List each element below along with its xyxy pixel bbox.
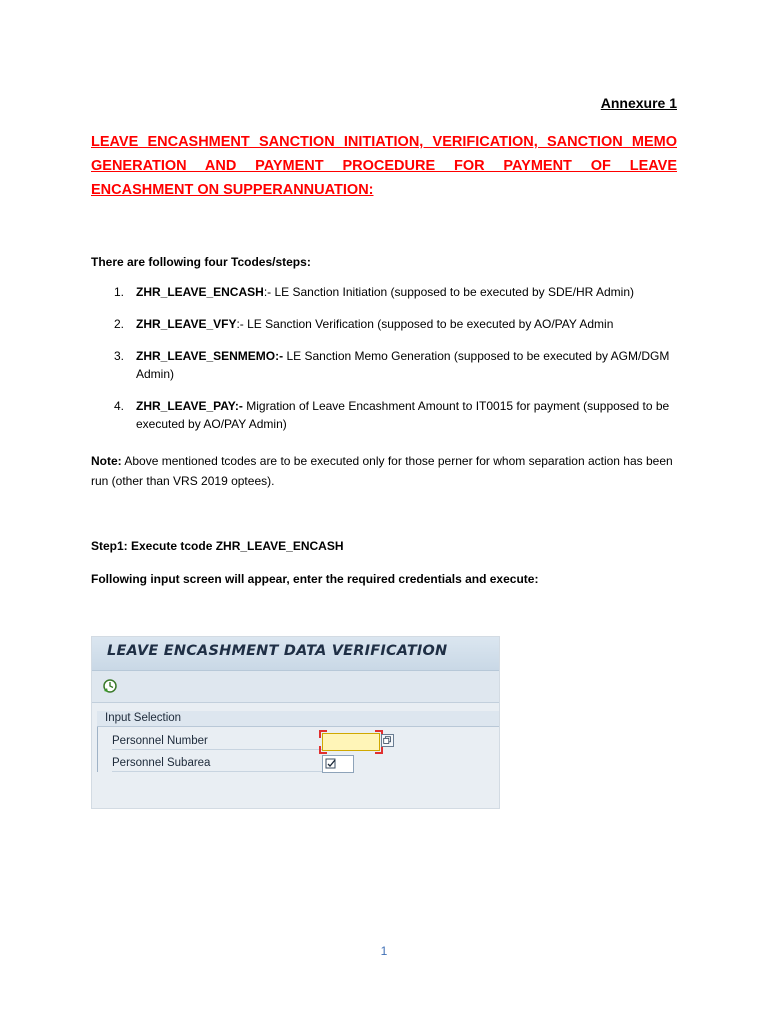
list-number: 2. (114, 317, 125, 331)
tcode-name: ZHR_LEAVE_VFY (136, 317, 237, 331)
list-item (91, 397, 681, 433)
step1-heading: Step1: Execute tcode ZHR_LEAVE_ENCASH (91, 539, 344, 553)
step-description: Migration of Leave Encashment Amount to IT0015 for payment (supposed to be executed by AO/PAY Admin) (136, 399, 670, 431)
title-line: ENCASHMENT ON SUPPERANNUATION: (91, 182, 374, 198)
list-number: 1. (114, 285, 125, 299)
checkbox-checked-icon (325, 758, 337, 770)
intro-text: There are following four Tcodes/steps: (91, 255, 311, 269)
list-number: 4. (114, 399, 125, 413)
tcode-steps-list (91, 283, 681, 447)
list-item (91, 347, 681, 383)
title-line: LEAVE ENCASHMENT SANCTION INITIATION, VERIFICATION, SANCTION MEMO (91, 134, 677, 150)
personnel-subarea-input[interactable] (322, 755, 354, 773)
list-number: 3. (114, 349, 125, 363)
title-line: GENERATION AND PAYMENT PROCEDURE FOR PAYMENT OF LEAVE (91, 158, 677, 174)
step-description: LE Sanction Memo Generation (supposed to be executed by AGM/DGM Admin) (136, 349, 670, 381)
required-marker (375, 746, 383, 754)
personnel-number-label: Personnel Number (112, 735, 322, 750)
document-title (91, 130, 677, 202)
step-description: :- LE Sanction Initiation (supposed to be executed by SDE/HR Admin) (263, 285, 635, 299)
required-marker (319, 730, 327, 738)
sap-screen-title: LEAVE ENCASHMENT DATA VERIFICATION (107, 643, 448, 659)
execute-clock-icon[interactable] (102, 678, 118, 694)
list-item (91, 283, 681, 301)
personnel-subarea-label: Personnel Subarea (112, 757, 322, 772)
page-number: 1 (380, 944, 388, 958)
instruction-text: Following input screen will appear, enter the required credentials and execute: (91, 572, 539, 586)
annexure-heading: Annexure 1 (600, 95, 677, 111)
tcode-name: ZHR_LEAVE_PAY:- (136, 399, 243, 413)
tcode-name: ZHR_LEAVE_ENCASH (136, 285, 264, 299)
sap-screenshot (91, 636, 500, 809)
tcode-name: ZHR_LEAVE_SENMEMO:- (136, 349, 284, 363)
note-text: Above mentioned tcodes are to be executed only for those perner for whom separation action has been run (other than VRS 2019 optees). (91, 454, 673, 488)
note-label: Note: (91, 454, 122, 468)
required-marker (319, 746, 327, 754)
list-item (91, 315, 681, 333)
sap-toolbar (92, 671, 499, 703)
step-description: :- LE Sanction Verification (supposed to be executed by AO/PAY Admin (236, 317, 614, 331)
note-paragraph (91, 451, 681, 491)
personnel-number-input[interactable] (322, 733, 380, 751)
sap-titlebar (92, 637, 499, 671)
multiple-selection-icon[interactable] (381, 734, 394, 747)
group-label: Input Selection (105, 712, 182, 724)
